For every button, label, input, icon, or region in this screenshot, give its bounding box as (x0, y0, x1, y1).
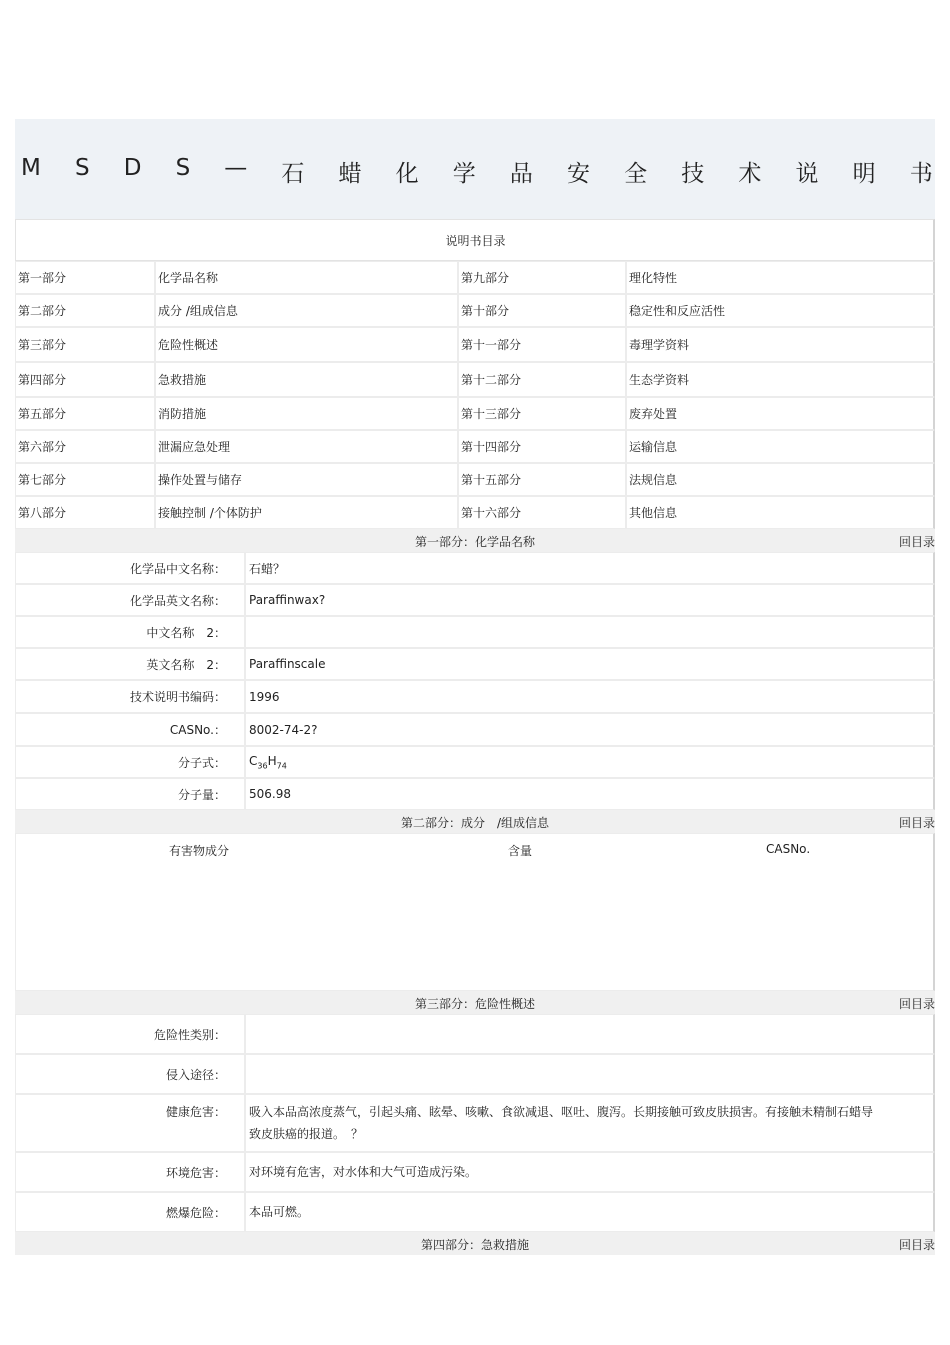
toc-heading: 说明书目录 (15, 219, 935, 261)
toc-part-name[interactable]: 生态学资料 (626, 362, 935, 397)
field-label: 技术说明书编码： (15, 680, 245, 713)
title-char: S (74, 155, 90, 181)
title-char: 蜡 (338, 161, 362, 187)
toc-part-number[interactable]: 第五部分 (15, 397, 155, 430)
title-char: 学 (452, 161, 476, 187)
toc-part-number[interactable]: 第十四部分 (458, 430, 626, 463)
title-char: 安 (567, 161, 591, 187)
toc-row (15, 261, 935, 294)
back-to-toc-link[interactable]: 回目录 (898, 816, 935, 830)
field-value: Paraffinwax? (245, 584, 935, 616)
section-title: 第四部分：急救措施 (420, 1238, 529, 1252)
title-char: 品 (509, 161, 533, 187)
field-label: 环境危害： (15, 1152, 245, 1192)
section-title: 第二部分：成分 /组成信息 (400, 816, 550, 830)
back-to-toc-link[interactable]: 回目录 (898, 1238, 935, 1252)
toc-part-number[interactable]: 第六部分 (15, 430, 155, 463)
title-char: D (123, 155, 142, 181)
toc-part-name[interactable]: 废弃处置 (626, 397, 935, 430)
toc-part-name[interactable]: 毒理学资料 (626, 327, 935, 362)
formula-value: $C_{36}H_{74}$ (245, 746, 935, 778)
title-char: 技 (681, 161, 705, 187)
document-title-bar (15, 119, 935, 219)
section-header-part2 (15, 810, 935, 833)
column-header-content: 含量 (508, 844, 533, 858)
toc-part-number[interactable]: 第一部分 (15, 261, 155, 294)
section-title: 第一部分：化学品名称 (414, 535, 535, 549)
title-char: S (175, 155, 191, 181)
toc-part-number[interactable]: 第十三部分 (458, 397, 626, 430)
toc-part-name[interactable]: 危险性概述 (155, 327, 458, 362)
field-value: 吸入本品高浓度蒸气，引起头痛、眩晕、咳嗽、食欲减退、呕吐、腹泻。长期接触可致皮肤损害。有接触未精制石蜡导致皮肤癌的报道。 ？ (245, 1094, 935, 1152)
section-title: 第三部分：危险性概述 (414, 997, 535, 1011)
part3-table (15, 1014, 935, 1232)
section-header-part4 (15, 1232, 935, 1255)
field-label: 中文名称 2： (15, 616, 245, 648)
back-to-toc-link[interactable]: 回目录 (898, 535, 935, 549)
toc-row (15, 327, 935, 362)
toc-row (15, 294, 935, 327)
toc-part-name[interactable]: 操作处置与储存 (155, 463, 458, 496)
field-value (245, 616, 935, 648)
title-char: 全 (624, 161, 648, 187)
section-header-part3 (15, 991, 935, 1014)
field-label: 危险性类别： (15, 1014, 245, 1054)
title-char: 石 (281, 161, 305, 187)
section-header-part1 (15, 529, 935, 552)
toc-part-number[interactable]: 第八部分 (15, 496, 155, 529)
title-char: M (21, 155, 41, 181)
field-label: 化学品英文名称： (15, 584, 245, 616)
msds-document (15, 119, 935, 1255)
toc-part-number[interactable]: 第十五部分 (458, 463, 626, 496)
field-label: 化学品中文名称： (15, 552, 245, 584)
column-header-component: 有害物成分 (169, 844, 230, 858)
back-to-toc-link[interactable]: 回目录 (898, 997, 935, 1011)
toc-part-name[interactable]: 法规信息 (626, 463, 935, 496)
toc-part-name[interactable]: 消防措施 (155, 397, 458, 430)
toc-rows (15, 261, 935, 529)
toc-part-name[interactable]: 接触控制 /个体防护 (155, 496, 458, 529)
toc-part-number[interactable]: 第十一部分 (458, 327, 626, 362)
toc-part-number[interactable]: 第九部分 (458, 261, 626, 294)
field-value: 对环境有危害，对水体和大气可造成污染。 (245, 1152, 935, 1192)
toc-part-name[interactable]: 稳定性和反应活性 (626, 294, 935, 327)
field-value (245, 1014, 935, 1054)
field-value: 本品可燃。 (245, 1192, 935, 1232)
field-label: 健康危害： (15, 1094, 245, 1152)
toc-row (15, 463, 935, 496)
part1-table (15, 552, 935, 810)
toc-table (15, 219, 935, 261)
toc-row (15, 362, 935, 397)
toc-part-name[interactable]: 其他信息 (626, 496, 935, 529)
title-char: 明 (852, 161, 876, 187)
toc-part-name[interactable]: 化学品名称 (155, 261, 458, 294)
field-value: 8002-74-2? (245, 713, 935, 746)
composition-table (15, 833, 935, 991)
title-char: 书 (909, 161, 933, 187)
toc-part-number[interactable]: 第七部分 (15, 463, 155, 496)
field-label: 分子式： (15, 746, 245, 778)
title-char: — (224, 155, 248, 181)
field-value: 506.98 (245, 778, 935, 810)
field-value (245, 1054, 935, 1094)
field-value: Paraffinscale (245, 648, 935, 680)
field-value: 石蜡？ (245, 552, 935, 584)
field-label: CASNo.： (15, 713, 245, 746)
field-label: 燃爆危险： (15, 1192, 245, 1232)
toc-part-name[interactable]: 运输信息 (626, 430, 935, 463)
toc-part-number[interactable]: 第十六部分 (458, 496, 626, 529)
toc-part-name[interactable]: 泄漏应急处理 (155, 430, 458, 463)
title-char: 化 (395, 161, 419, 187)
toc-part-number[interactable]: 第二部分 (15, 294, 155, 327)
toc-part-number[interactable]: 第四部分 (15, 362, 155, 397)
title-char: 说 (795, 161, 819, 187)
toc-part-name[interactable]: 急救措施 (155, 362, 458, 397)
document-title (15, 155, 935, 188)
toc-part-number[interactable]: 第十二部分 (458, 362, 626, 397)
field-value: 1996 (245, 680, 935, 713)
toc-part-name[interactable]: 成分 /组成信息 (155, 294, 458, 327)
toc-part-name[interactable]: 理化特性 (626, 261, 935, 294)
toc-row (15, 397, 935, 430)
column-header-casno: CASNo. (766, 842, 811, 856)
field-label: 分子量： (15, 778, 245, 810)
title-char: 术 (738, 161, 762, 187)
field-label: 英文名称 2： (15, 648, 245, 680)
toc-part-number[interactable]: 第十部分 (458, 294, 626, 327)
toc-row (15, 496, 935, 529)
toc-row (15, 430, 935, 463)
field-label: 侵入途径： (15, 1054, 245, 1094)
toc-part-number[interactable]: 第三部分 (15, 327, 155, 362)
